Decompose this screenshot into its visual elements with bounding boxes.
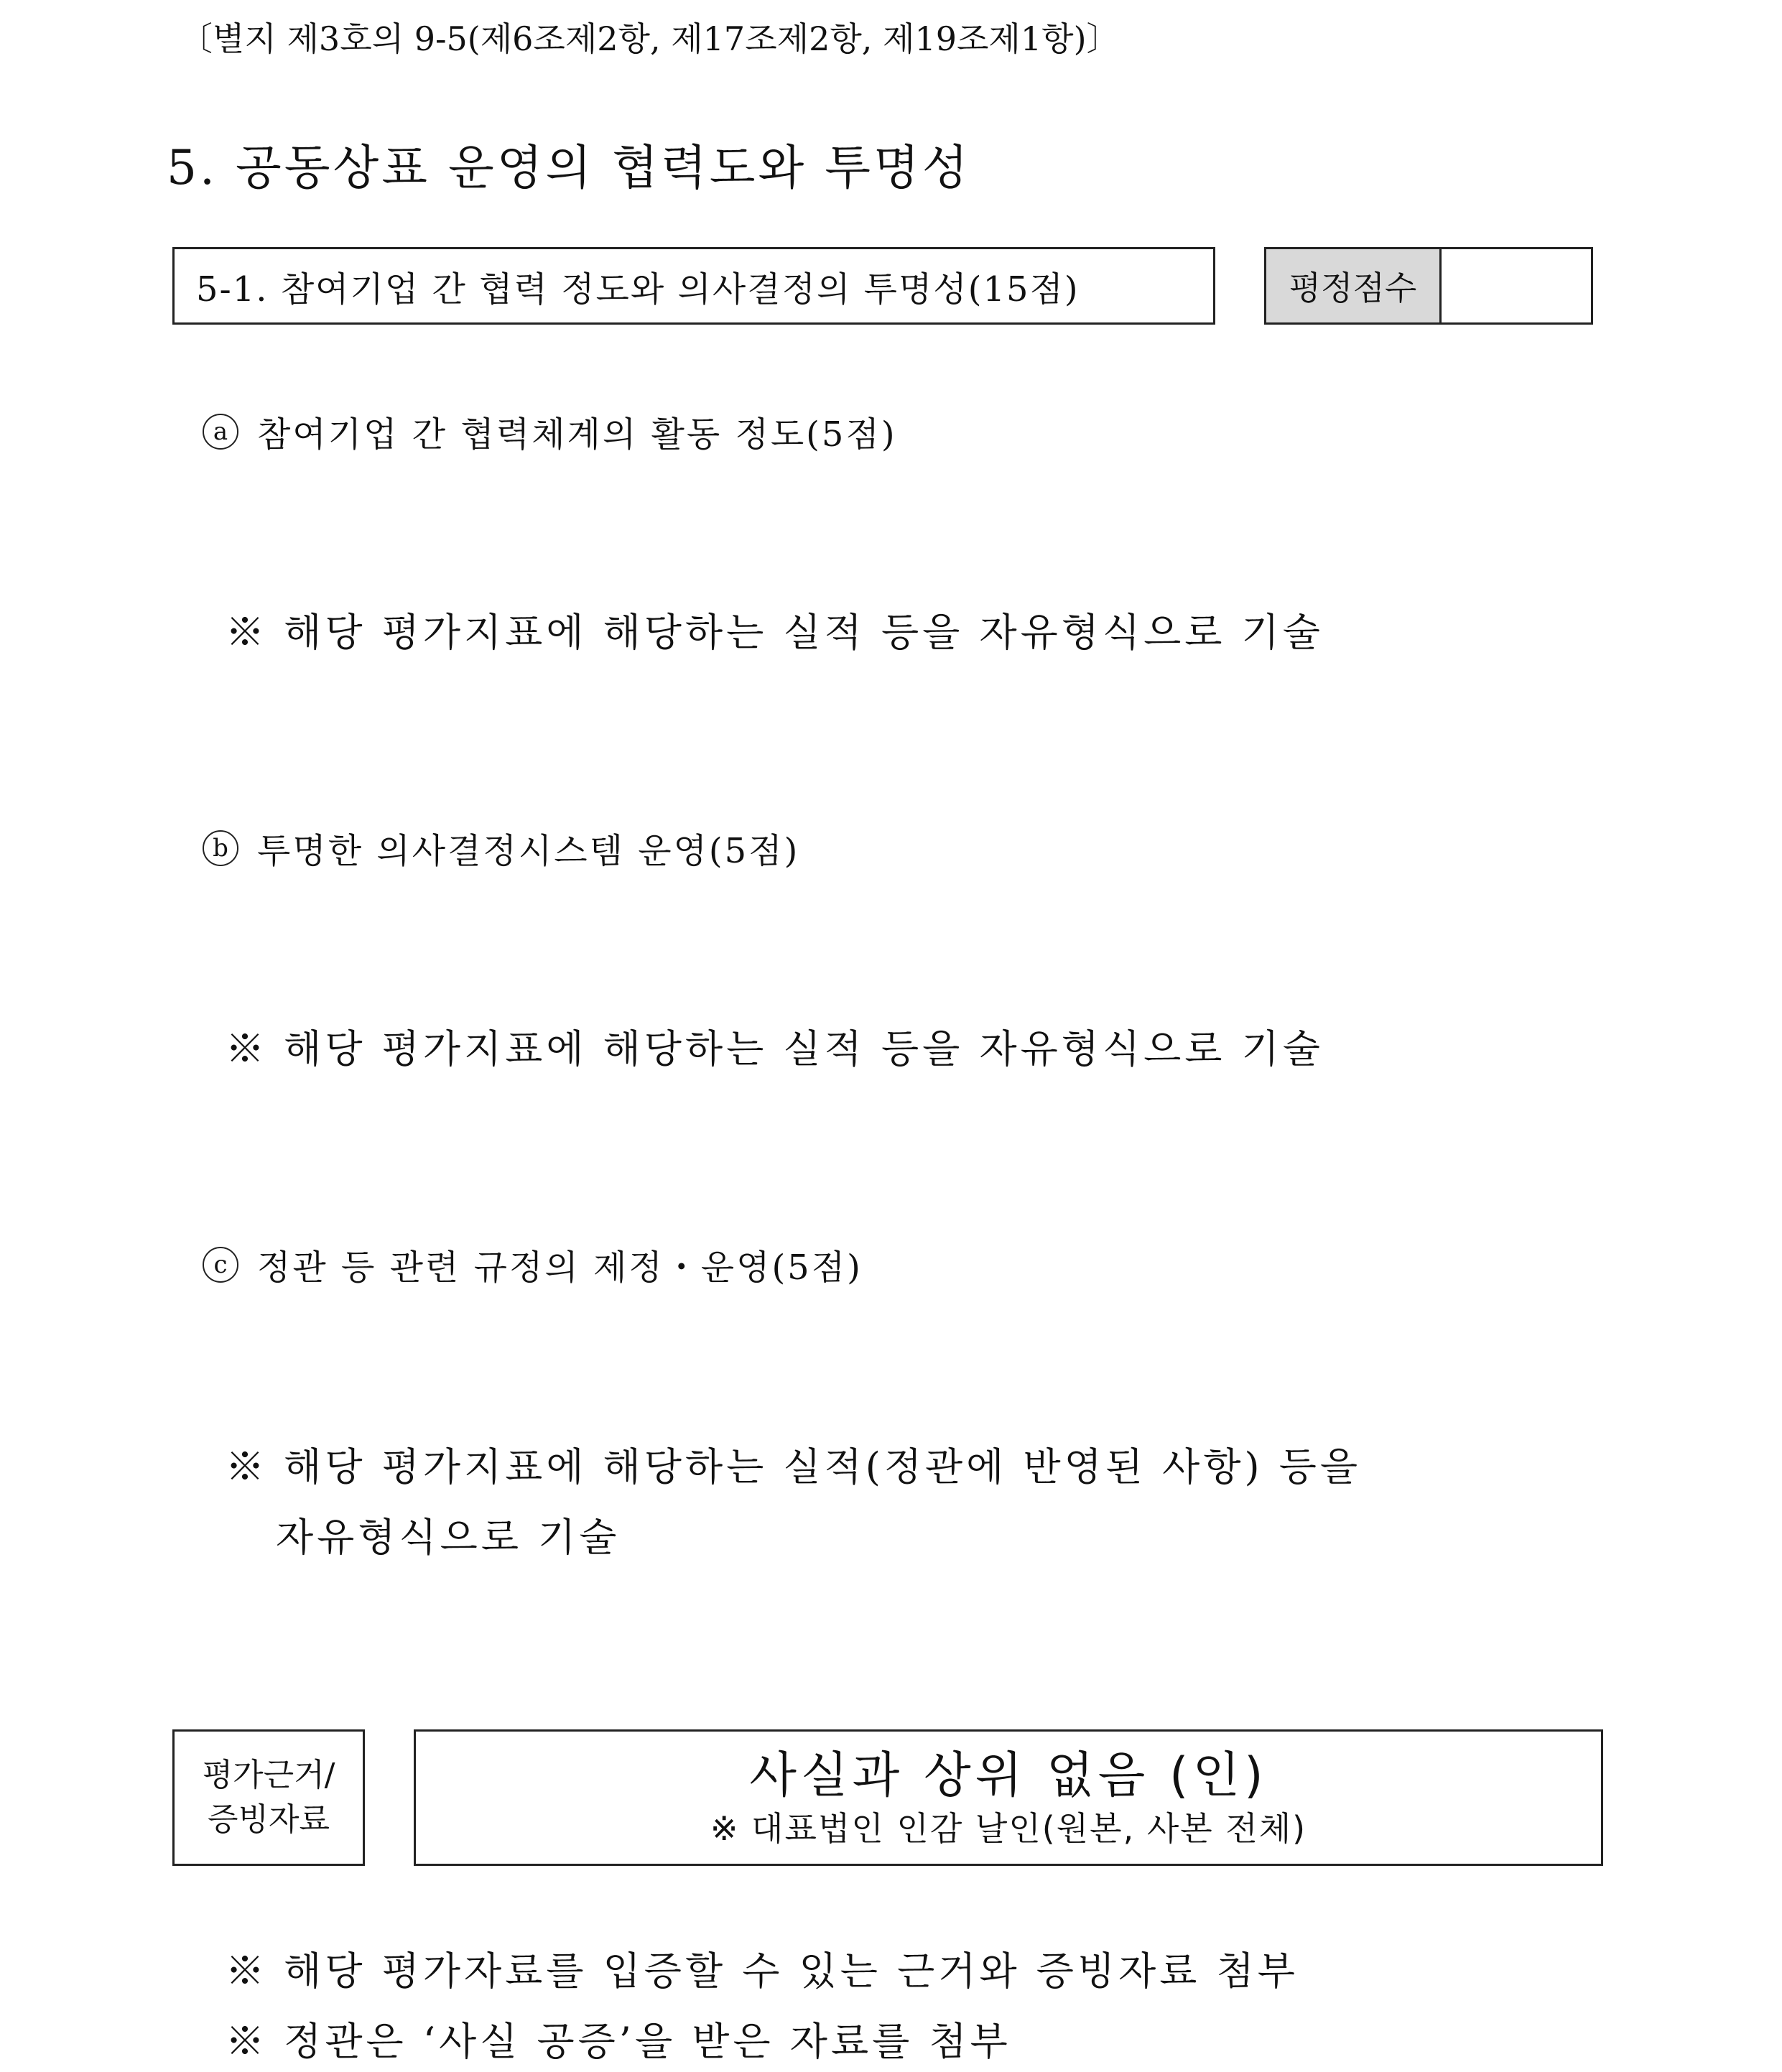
circled-letter-a: a (203, 414, 238, 450)
score-box (1264, 247, 1593, 325)
item-c (203, 1240, 863, 1289)
confirmation-box (414, 1729, 1603, 1866)
score-label: 평정점수 (1266, 249, 1442, 322)
item-a-label: 참여기업 간 협력체계의 활동 정도(5점) (257, 414, 897, 455)
score-value-field[interactable] (1442, 249, 1591, 322)
item-b-label: 투명한 의사결정시스템 운영(5점) (257, 831, 800, 871)
item-a-note: ※ 해당 평가지표에 해당하는 실적 등을 자유형식으로 기술 (226, 610, 1324, 655)
section-title: 5. 공동상표 운영의 협력도와 투명성 (167, 140, 971, 195)
basis-label-box (172, 1729, 365, 1866)
circled-letter-c: c (203, 1247, 238, 1283)
form-reference: 〔별지 제3호의 9-5(제6조제2항, 제17조제2항, 제19조제1항)〕 (180, 19, 1120, 58)
item-a (203, 406, 897, 456)
item-b (203, 823, 799, 873)
criterion-box (172, 247, 1215, 325)
item-c-note: ※ 해당 평가지표에 해당하는 실적(정관에 반영된 사항) 등을 (226, 1444, 1362, 1490)
basis-label-line2: 증빙자료 (207, 1801, 330, 1838)
item-c-label: 정관 등 관련 규정의 제정・운영(5점) (257, 1248, 863, 1288)
footer-note-evidence: ※ 해당 평가자료를 입증할 수 있는 근거와 증빙자료 첨부 (226, 1948, 1299, 1994)
basis-label-line1: 평가근거/ (202, 1757, 335, 1793)
confirmation-seal-note: ※ 대표법인 인감 날인(원본, 사본 전체) (710, 1809, 1307, 1848)
item-c-note-continued: 자유형식으로 기술 (276, 1515, 621, 1560)
circled-letter-b: b (203, 830, 238, 866)
item-b-note: ※ 해당 평가지표에 해당하는 실적 등을 자유형식으로 기술 (226, 1026, 1324, 1072)
footer-note-notarization: ※ 정관은 ‘사실 공증’을 받은 자료를 첨부 (226, 2019, 1011, 2064)
criterion-label: 5-1. 참여기업 간 협력 정도와 의사결정의 투명성(15점) (196, 269, 1080, 310)
confirmation-statement: 사실과 상위 없음 (인) (749, 1747, 1268, 1804)
